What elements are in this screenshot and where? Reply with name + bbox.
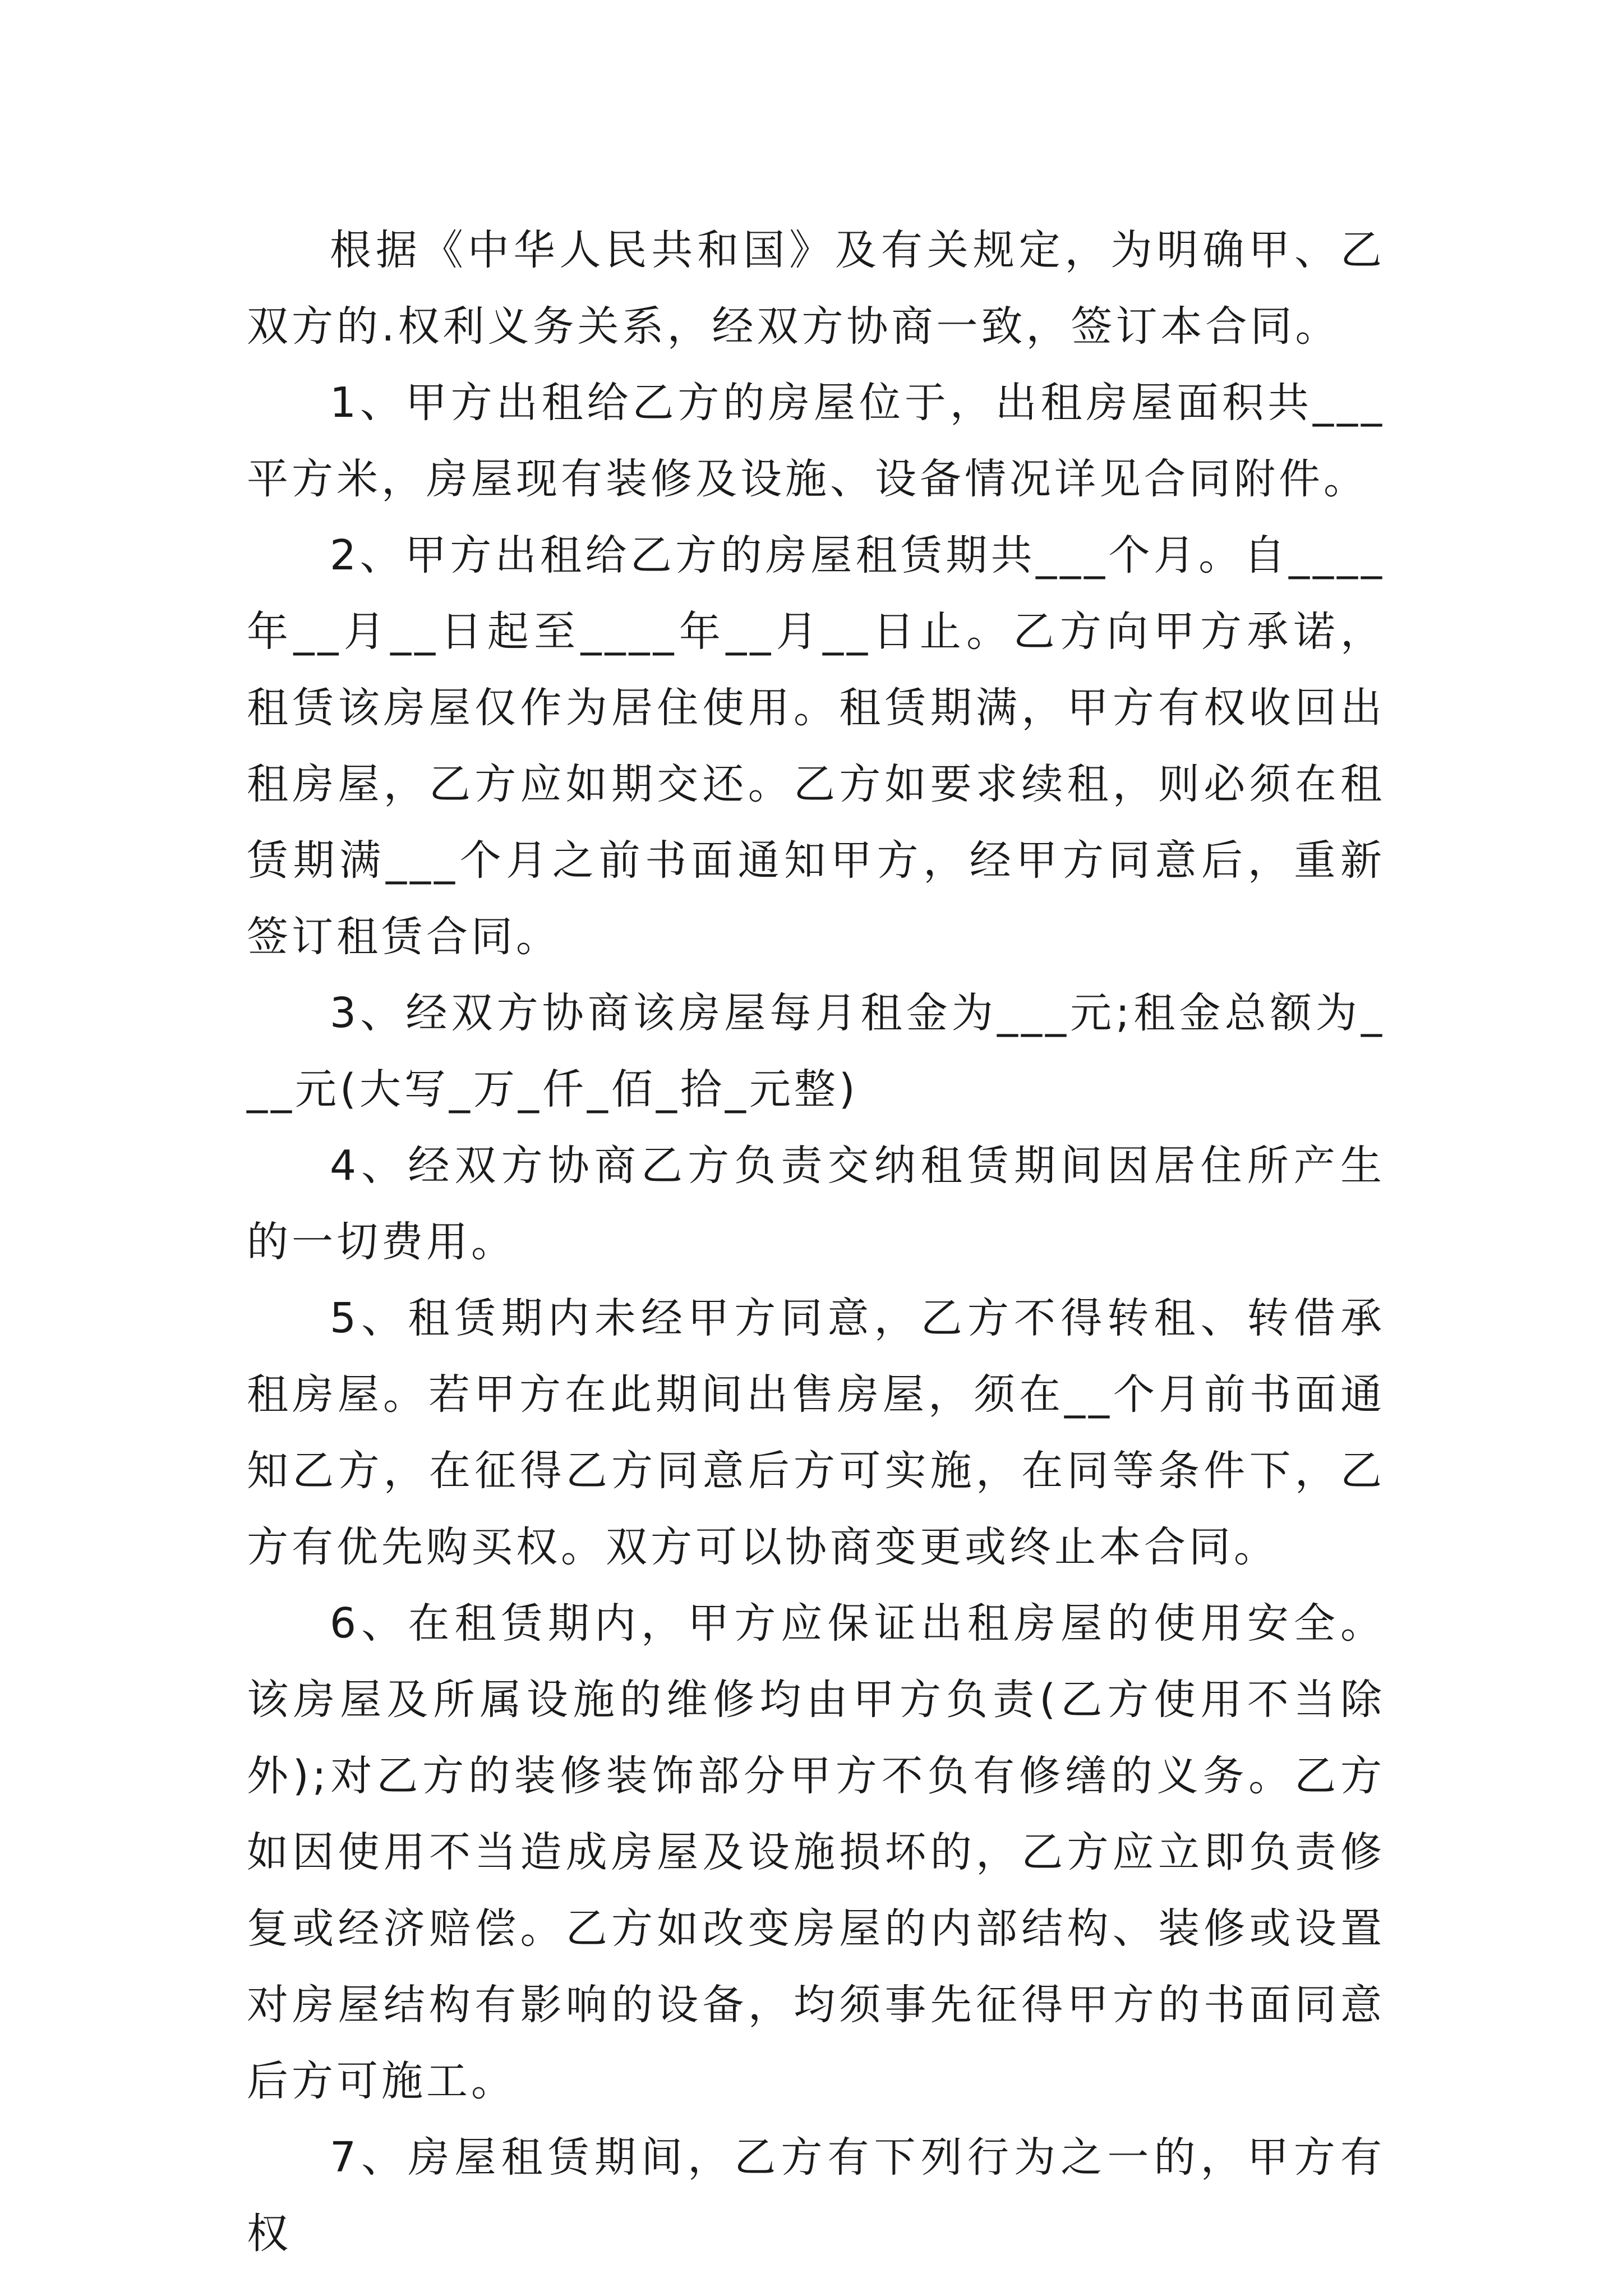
paragraph-clause-2: 2、甲方出租给乙方的房屋租赁期共___个月。自____年__月__日起至____年__月__日止。乙方向甲方承诺，租赁该房屋仅作为居住使用。租赁期满，甲方有权收回出租房屋，乙方应如期交还。乙方如要求续租，则必须在租赁期满___个月之前书面通知甲方，经甲方同意后，重新签订租赁合同。 — [247, 531, 1385, 961]
paragraph-clause-5: 5、租赁期内未经甲方同意，乙方不得转租、转借承租房屋。若甲方在此期间出售房屋，须在__个月前书面通知乙方，在征得乙方同意后方可实施，在同等条件下，乙方有优先购买权。双方可以协商变更或终止本合同。 — [247, 1294, 1385, 1571]
paragraph-clause-3: 3、经双方协商该房屋每月租金为___元;租金总额为___元(大写_万_仟_佰_拾_元整) — [247, 989, 1385, 1114]
paragraph-clause-1: 1、甲方出租给乙方的房屋位于，出租房屋面积共___平方米，房屋现有装修及设施、设备情况详见合同附件。 — [247, 379, 1385, 503]
paragraph-preamble: 根据《中华人民共和国》及有关规定，为明确甲、乙双方的.权利义务关系，经双方协商一致，签订本合同。 — [247, 226, 1385, 351]
paragraph-clause-7: 7、房屋租赁期间，乙方有下列行为之一的，甲方有权 — [247, 2133, 1385, 2258]
paragraph-clause-4: 4、经双方协商乙方负责交纳租赁期间因居住所产生的一切费用。 — [247, 1142, 1385, 1266]
contract-body — [247, 212, 1385, 2272]
paragraph-clause-6: 6、在租赁期内，甲方应保证出租房屋的使用安全。该房屋及所属设施的维修均由甲方负责(乙方使用不当除外);对乙方的装修装饰部分甲方不负有修缮的义务。乙方如因使用不当造成房屋及设施损坏的，乙方应立即负责修复或经济赔偿。乙方如改变房屋的内部结构、装修或设置对房屋结构有影响的设备，均须事先征得甲方的书面同意后方可施工。 — [247, 1599, 1385, 2105]
